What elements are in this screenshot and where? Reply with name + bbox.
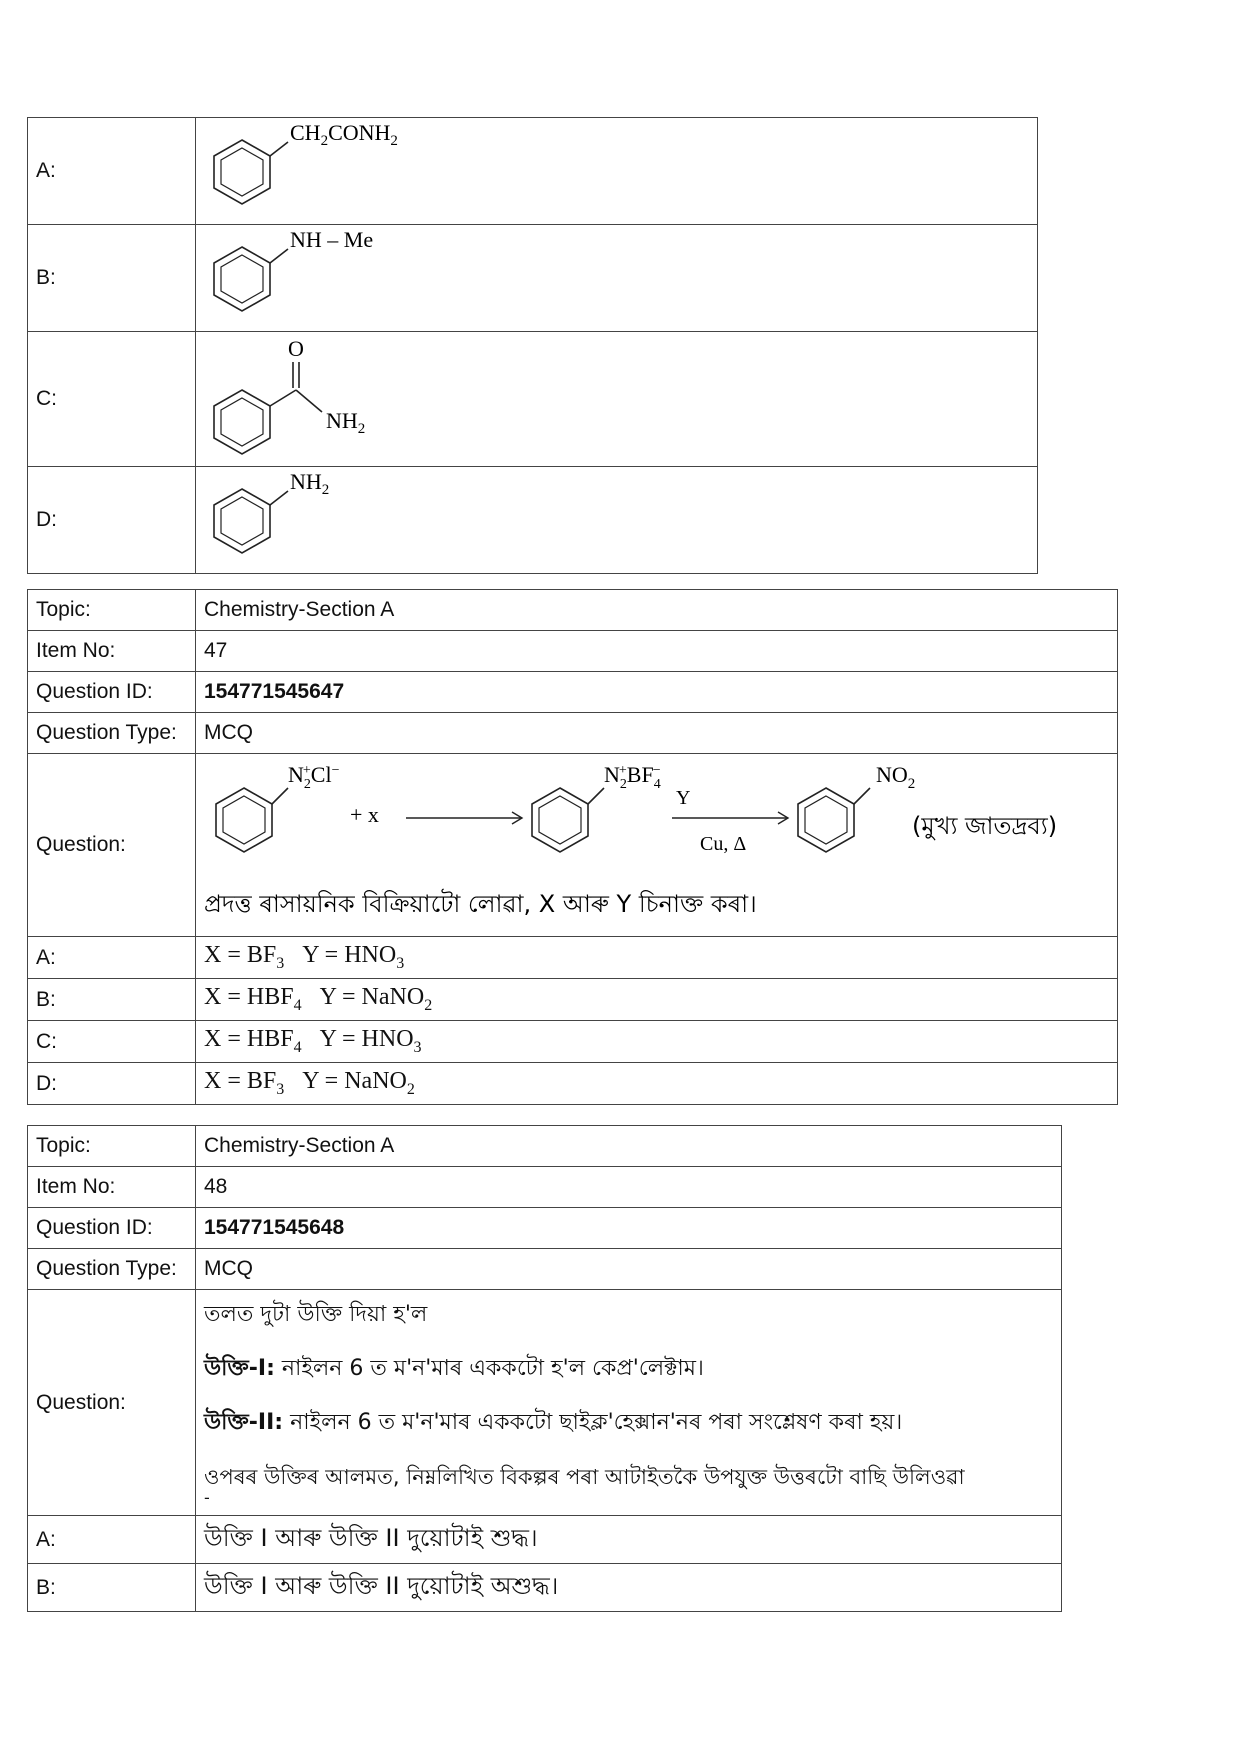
item-no-label: Item No: — [28, 1167, 196, 1208]
plus-x-label: + x — [350, 802, 379, 827]
reagent-y: Y — [676, 787, 691, 809]
product-formula: $NO_2$ — [876, 762, 916, 792]
question-instruction: ওপৰৰ উক্তিৰ আলমত, নিম্নলিখিত বিকল্পৰ পৰা আটাইতকৈ উপযুক্ত উত্তৰটো বাছি উলিওৱা — [204, 1464, 965, 1489]
question-type-value: MCQ — [196, 1249, 1062, 1290]
topic-value: Chemistry-Section A — [196, 1126, 1062, 1167]
option-label: A: — [28, 937, 196, 979]
q48-table — [27, 1125, 1062, 1612]
benzene-ring-product — [798, 788, 870, 852]
aniline-structure — [204, 467, 464, 567]
reagent-cu-heat: Cu, Δ — [700, 833, 747, 855]
question-type-label: Question Type: — [28, 1249, 196, 1290]
question-text: প্ৰদত্ত ৰাসায়নিক বিক্ৰিয়াটো লোৱা, X আৰু Y চিনাক্ত কৰা। — [204, 890, 757, 918]
question-content — [196, 1290, 1062, 1516]
q47-table — [27, 589, 1118, 1105]
option-label: B: — [28, 1564, 196, 1612]
amine-label: $NH_2$ — [290, 469, 330, 498]
option-label: C: — [28, 332, 196, 467]
option-structure-c — [196, 332, 1038, 467]
main-product-note: (মুখ্য জাতদ্ৰব্য) — [912, 812, 1058, 840]
question-type-label: Question Type: — [28, 713, 196, 754]
item-no-label: Item No: — [28, 631, 196, 672]
option-b-text: $X = HBF_4$ Y = NaNO$_2$ — [196, 979, 1118, 1021]
option-label: B: — [28, 225, 196, 332]
option-label: C: — [28, 1021, 196, 1063]
benzene-nhme-structure — [204, 225, 464, 325]
q46-options-table — [27, 117, 1038, 574]
question-id-label: Question ID: — [28, 672, 196, 713]
question-id-value: 154771545648 — [196, 1208, 1062, 1249]
option-label: D: — [28, 467, 196, 574]
option-b-text: উক্তি I আৰু উক্তি II দুয়োটাই অশুদ্ধ। — [196, 1564, 1062, 1612]
diazonium-reaction-scheme — [200, 754, 1112, 930]
item-no-value: 48 — [196, 1167, 1062, 1208]
statement-2: উক্তি-II: নাইলন 6 ত ম'ন'মাৰ এককটো ছাইক্ল'হেক্সান'নৰ পৰা সংশ্লেষণ কৰা হয়। — [204, 1409, 903, 1435]
benzene-ch2conh2-structure — [204, 118, 464, 218]
question-content — [196, 754, 1118, 937]
amine-label: $NH_2$ — [326, 408, 366, 437]
option-a-text: $X = BF_3$ $Y = HNO_3$ — [196, 937, 1118, 979]
substituent-label: $CH_2CONH_2$ — [290, 120, 398, 149]
question-id-label: Question ID: — [28, 1208, 196, 1249]
option-c-text: $X = HBF_4$ $Y = HNO_3$ — [196, 1021, 1118, 1063]
question-intro: তলত দুটা উক্তি দিয়া হ'ল — [204, 1301, 428, 1327]
benzamide-structure — [204, 332, 464, 460]
option-label: B: — [28, 979, 196, 1021]
intermediate-formula: $N_2+BF_4-$ — [604, 762, 661, 792]
option-structure-a — [196, 118, 1038, 225]
option-structure-b — [196, 225, 1038, 332]
question-id-value: 154771545647 — [196, 672, 1118, 713]
option-label: D: — [28, 1063, 196, 1105]
benzene-ring-reactant — [216, 788, 288, 852]
option-a-text: উক্তি I আৰু উক্তি II দুয়োটাই শুদ্ধ। — [196, 1516, 1062, 1564]
substituent-label: NH – Me — [290, 227, 374, 252]
statement-1: উক্তি-I: নাইলন 6 ত ম'ন'মাৰ এককটো হ'ল কেপ্ৰ'লেক্টাম। — [204, 1355, 704, 1381]
option-d-text: $X = BF_3$ Y = NaNO$_2$ — [196, 1063, 1118, 1105]
topic-label: Topic: — [28, 590, 196, 631]
question-dash: - — [204, 1487, 210, 1507]
reactant-formula: $N_2+Cl^-$ — [288, 762, 340, 792]
option-label: A: — [28, 118, 196, 225]
topic-label: Topic: — [28, 1126, 196, 1167]
question-type-value: MCQ — [196, 713, 1118, 754]
benzene-ring-intermediate — [532, 788, 604, 852]
option-label: A: — [28, 1516, 196, 1564]
topic-value: Chemistry-Section A — [196, 590, 1118, 631]
item-no-value: 47 — [196, 631, 1118, 672]
option-structure-d — [196, 467, 1038, 574]
question-label: Question: — [28, 1290, 196, 1516]
oxygen-label: O — [288, 336, 304, 361]
question-label: Question: — [28, 754, 196, 937]
